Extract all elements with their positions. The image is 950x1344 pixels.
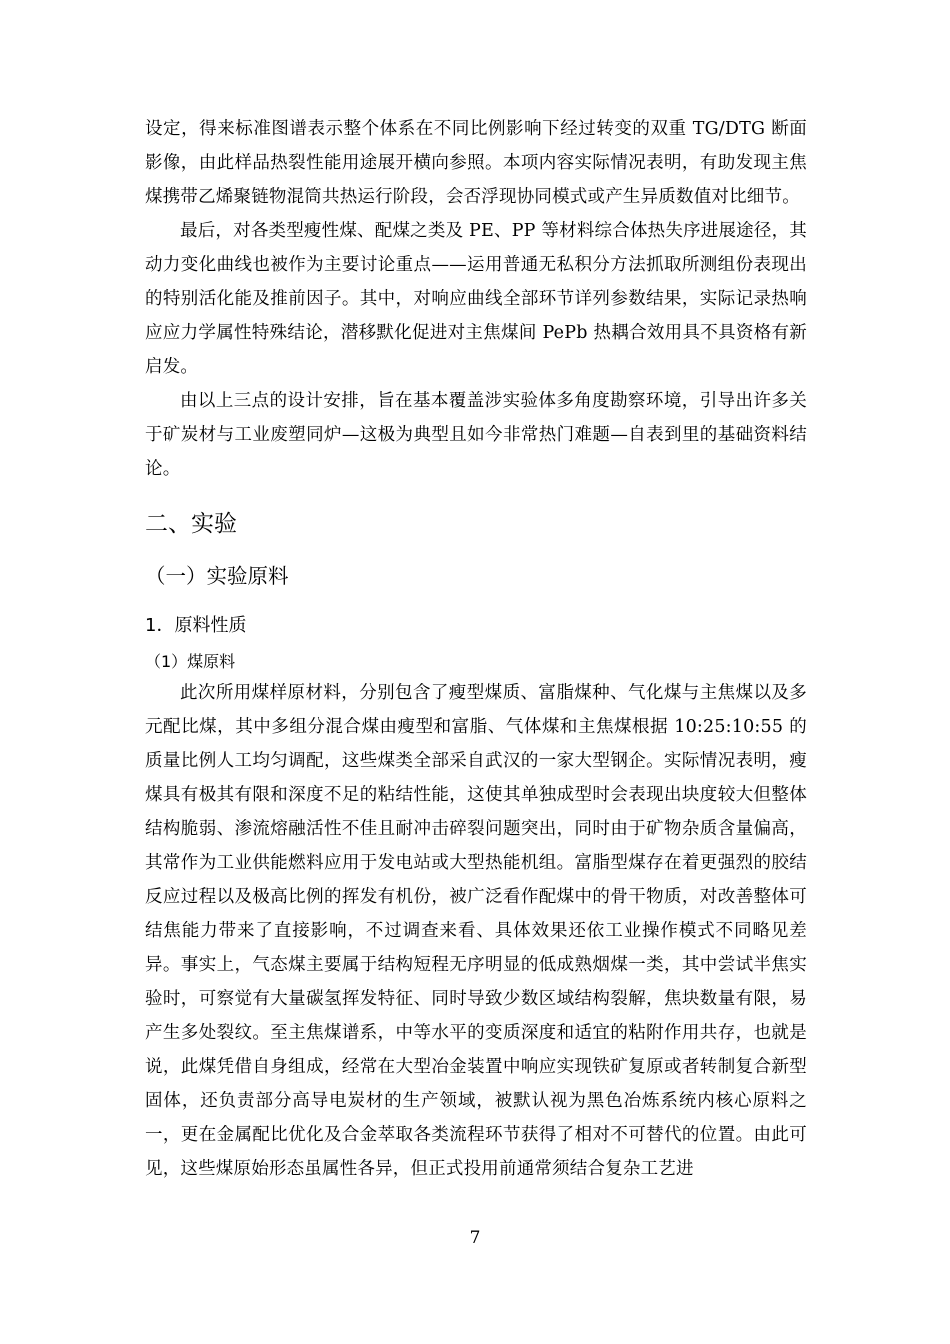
paragraph-summary: 由以上三点的设计安排，旨在基本覆盖涉实验体多角度勘察环境，引导出许多关于矿炭材与工业废塑同炉—这极为典型且如今非常热门难题—自表到里的基础资料结论。 — [145, 391, 807, 479]
item-heading: 1．原料性质 — [145, 615, 247, 636]
subitem-heading: （1）煤原料 — [145, 652, 236, 671]
subsection-heading: （一）实验原料 — [145, 564, 289, 588]
page-number: 7 — [469, 1228, 481, 1248]
page-body — [145, 112, 807, 1186]
section-heading: 二、实验 — [145, 511, 237, 537]
paragraph-coal-materials: 此次所用煤样原材料，分别包含了瘦型煤质、富脂煤种、气化煤与主焦煤以及多元配比煤，其中多组分混合煤由瘦型和富脂、气体煤和主焦煤根据 10:25:10:55 的质量比例人工均匀调配，这些煤类全部采自武汉的一家大型钢企。实际情况表明，瘦煤具有极其有限和深度不足的粘结性能，这使其单独成型时会表现出块度较大但整体结构脆弱、渗流熔融活性不佳且耐冲击碎裂问题突出，同时由于矿物杂质含量偏高，其常作为工业供能燃料应用于发电站或大型热能机组。富脂型煤存在着更强烈的胶结反应过程以及极高比例的挥发有机份，被广泛看作配煤中的骨干物质，对改善整体可结焦能力带来了直接影响，不过调查来看、具体效果还依工业操作模式不同略见差异。事实上，气态煤主要属于结构短程无序明显的低成熟烟煤一类，其中尝试半焦实验时，可察觉有大量碳氢挥发特征、同时导致少数区域结构裂解，焦块数量有限，易产生多处裂纹。至主焦煤谱系，中等水平的变质深度和适宜的粘附作用共存，也就是说，此煤凭借自身组成，经常在大型冶金装置中响应实现铁矿复原或者转制复合新型固体，还负责部分高导电炭材的生产领域，被默认视为黑色冶炼系统内核心原料之一，更在金属配比优化及合金萃取各类流程环节获得了相对不可替代的位置。由此可见，这些煤原始形态虽属性各异，但正式投用前通常须结合复杂工艺进 — [145, 683, 807, 1179]
paragraph-continued: 设定，得来标准图谱表示整个体系在不同比例影响下经过转变的双重 TG/DTG 断面影像，由此样品热裂性能用途展开横向参照。本项内容实际情况表明，有助发现主焦煤携带乙烯聚链物混筒共热运行阶段，会否浮现协同模式或产生异质数值对比细节。 — [145, 119, 807, 207]
paragraph-kinetics: 最后，对各类型瘦性煤、配煤之类及 PE、PP 等材料综合体热失序进展途径，其动力变化曲线也被作为主要讨论重点——运用普通无私积分方法抓取所测组份表现出的特别活化能及推前因子。其中，对响应曲线全部环节详列参数结果，实际记录热响应应力学属性特殊结论，潜移默化促进对主焦煤间 PePb 热耦合效用具不具资格有新启发。 — [145, 221, 807, 377]
